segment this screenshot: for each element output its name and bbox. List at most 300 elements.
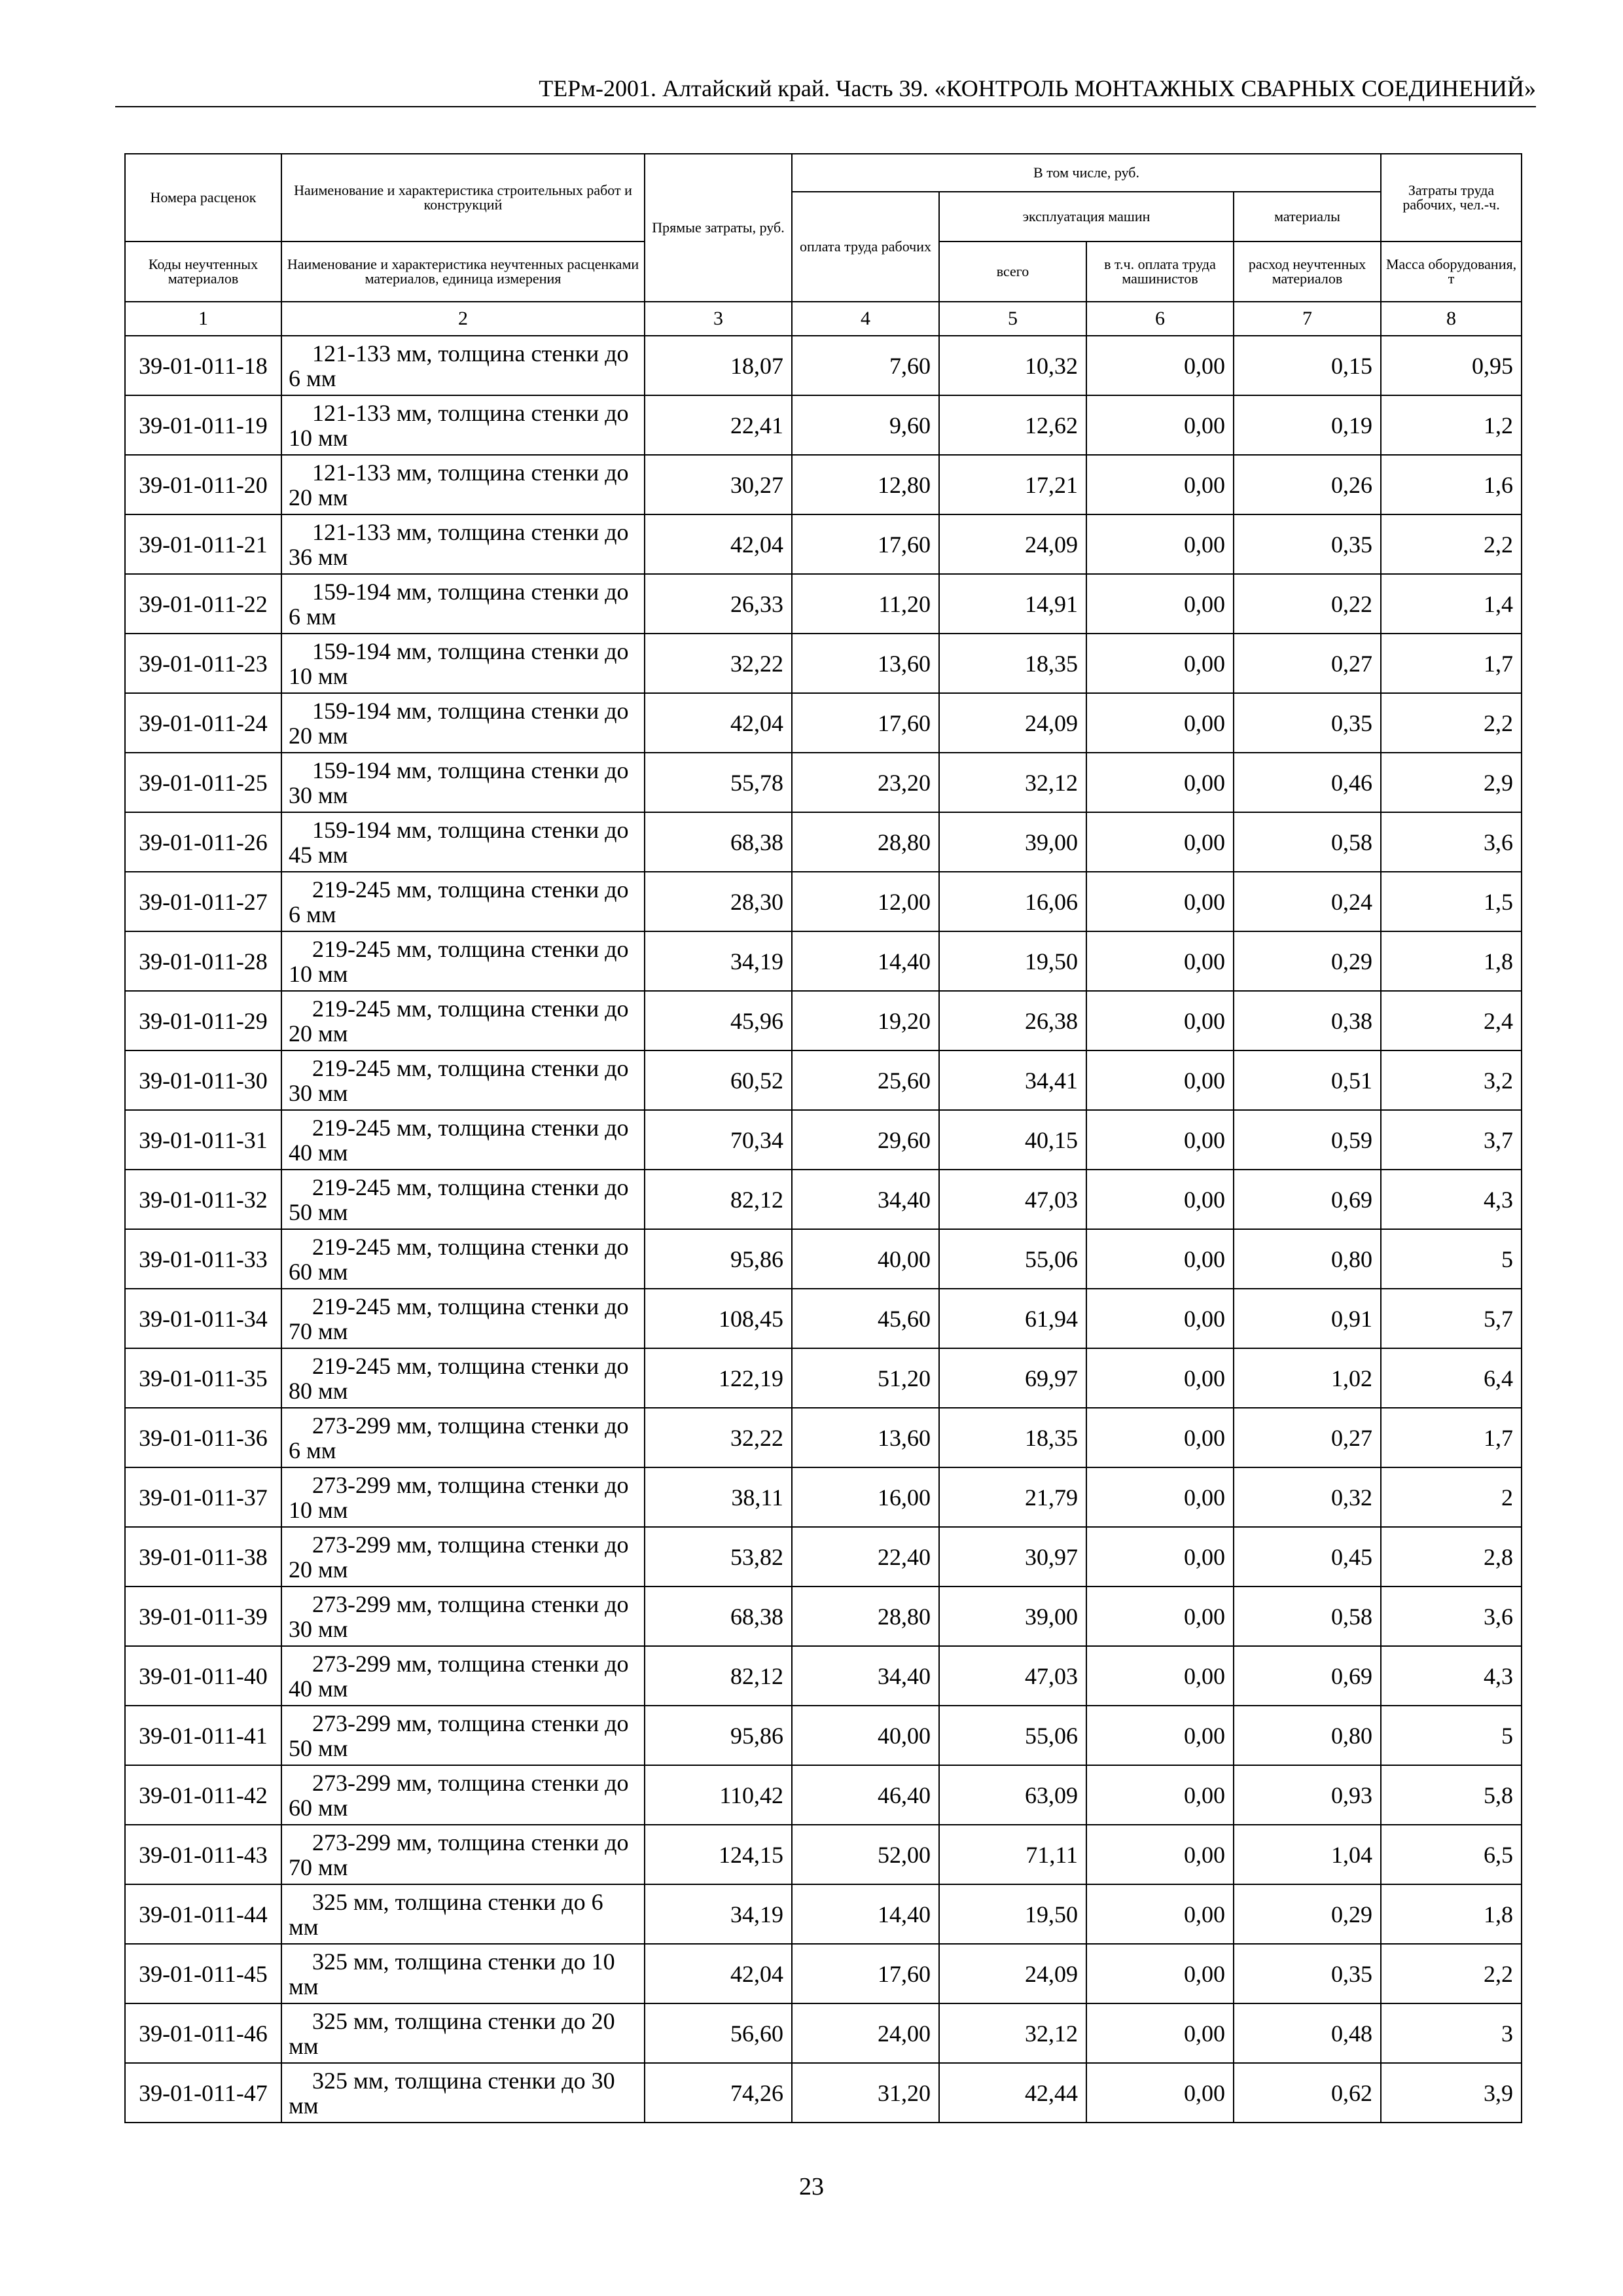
header-direct-costs: Прямые затраты, руб. xyxy=(645,154,792,302)
materials-cell: 0,58 xyxy=(1234,812,1381,872)
rate-code: 39-01-011-36 xyxy=(125,1408,281,1467)
labor-costs-cell: 1,6 xyxy=(1381,455,1522,514)
materials-cell: 0,38 xyxy=(1234,991,1381,1050)
operator-pay-cell: 0,00 xyxy=(1086,1170,1234,1229)
table-row xyxy=(125,2003,1522,2063)
machine-total-cell: 47,03 xyxy=(939,1646,1086,1706)
materials-cell: 0,24 xyxy=(1234,872,1381,931)
direct-costs-cell: 68,38 xyxy=(645,1587,792,1646)
table-row xyxy=(125,812,1522,872)
work-description xyxy=(281,1884,645,1944)
rate-code: 39-01-011-24 xyxy=(125,693,281,753)
materials-cell: 0,26 xyxy=(1234,455,1381,514)
page-number: 23 xyxy=(799,2173,824,2200)
table-row xyxy=(125,1587,1522,1646)
labor-pay-cell: 40,00 xyxy=(792,1229,939,1289)
materials-cell: 0,69 xyxy=(1234,1170,1381,1229)
direct-costs-cell: 70,34 xyxy=(645,1110,792,1170)
table-row xyxy=(125,991,1522,1050)
work-description xyxy=(281,1825,645,1884)
labor-costs-cell: 2,2 xyxy=(1381,693,1522,753)
operator-pay-cell: 0,00 xyxy=(1086,1825,1234,1884)
labor-costs-cell: 3,2 xyxy=(1381,1050,1522,1110)
work-description-line-1: 159-194 мм, толщина стенки до xyxy=(312,816,629,843)
work-description xyxy=(281,1289,645,1348)
header-rule xyxy=(115,106,1536,107)
work-description-line-2: 6 мм xyxy=(289,1437,336,1463)
work-description-line-2: 60 мм xyxy=(289,1258,348,1285)
work-description-line-1: 219-245 мм, толщина стенки до xyxy=(312,935,629,962)
labor-pay-cell: 51,20 xyxy=(792,1348,939,1408)
operator-pay-cell: 0,00 xyxy=(1086,991,1234,1050)
work-description-line-2: мм xyxy=(289,1913,319,1940)
materials-cell: 1,02 xyxy=(1234,1348,1381,1408)
direct-costs-cell: 18,07 xyxy=(645,336,792,395)
machine-total-cell: 24,09 xyxy=(939,1944,1086,2003)
labor-pay-cell: 9,60 xyxy=(792,395,939,455)
work-description-line-1: 121-133 мм, толщина стенки до xyxy=(312,399,629,426)
work-description xyxy=(281,2063,645,2123)
machine-total-cell: 39,00 xyxy=(939,1587,1086,1646)
operator-pay-cell: 0,00 xyxy=(1086,2063,1234,2123)
rate-code: 39-01-011-21 xyxy=(125,514,281,574)
machine-total-cell: 10,32 xyxy=(939,336,1086,395)
work-description-line-1: 121-133 мм, толщина стенки до xyxy=(312,340,629,367)
direct-costs-cell: 74,26 xyxy=(645,2063,792,2123)
table-row xyxy=(125,1050,1522,1110)
table-row xyxy=(125,1408,1522,1467)
work-description-line-2: 10 мм xyxy=(289,662,348,689)
labor-costs-cell: 3,6 xyxy=(1381,812,1522,872)
work-description xyxy=(281,812,645,872)
header-machine-operation: эксплуатация машин xyxy=(939,192,1234,242)
rate-code: 39-01-011-37 xyxy=(125,1467,281,1527)
labor-pay-cell: 13,60 xyxy=(792,634,939,693)
operator-pay-cell: 0,00 xyxy=(1086,634,1234,693)
direct-costs-cell: 68,38 xyxy=(645,812,792,872)
direct-costs-cell: 30,27 xyxy=(645,455,792,514)
labor-costs-cell: 1,8 xyxy=(1381,931,1522,991)
work-description-line-2: 20 мм xyxy=(289,1020,348,1047)
direct-costs-cell: 95,86 xyxy=(645,1229,792,1289)
rate-code: 39-01-011-43 xyxy=(125,1825,281,1884)
work-description-line-1: 273-299 мм, толщина стенки до xyxy=(312,1471,629,1498)
header-unaccounted-materials: расход неучтенных материалов xyxy=(1234,242,1381,302)
labor-pay-cell: 34,40 xyxy=(792,1170,939,1229)
direct-costs-cell: 26,33 xyxy=(645,574,792,634)
labor-costs-cell: 0,95 xyxy=(1381,336,1522,395)
rate-code: 39-01-011-47 xyxy=(125,2063,281,2123)
direct-costs-cell: 32,22 xyxy=(645,1408,792,1467)
work-description-line-1: 273-299 мм, толщина стенки до xyxy=(312,1710,629,1736)
operator-pay-cell: 0,00 xyxy=(1086,1944,1234,2003)
rate-code: 39-01-011-31 xyxy=(125,1110,281,1170)
materials-cell: 0,27 xyxy=(1234,1408,1381,1467)
materials-cell: 0,29 xyxy=(1234,1884,1381,1944)
rate-code: 39-01-011-44 xyxy=(125,1884,281,1944)
machine-total-cell: 18,35 xyxy=(939,634,1086,693)
machine-total-cell: 61,94 xyxy=(939,1289,1086,1348)
labor-pay-cell: 22,40 xyxy=(792,1527,939,1587)
work-description-line-2: 20 мм xyxy=(289,722,348,749)
rate-code: 39-01-011-20 xyxy=(125,455,281,514)
table-row xyxy=(125,514,1522,574)
work-description-line-1: 219-245 мм, толщина стенки до xyxy=(312,1352,629,1379)
table-row xyxy=(125,1348,1522,1408)
direct-costs-cell: 108,45 xyxy=(645,1289,792,1348)
labor-costs-cell: 6,4 xyxy=(1381,1348,1522,1408)
rate-code: 39-01-011-22 xyxy=(125,574,281,634)
table-row xyxy=(125,1825,1522,1884)
column-number: 3 xyxy=(645,302,792,336)
materials-cell: 0,32 xyxy=(1234,1467,1381,1527)
operator-pay-cell: 0,00 xyxy=(1086,1050,1234,1110)
machine-total-cell: 30,97 xyxy=(939,1527,1086,1587)
labor-costs-cell: 4,3 xyxy=(1381,1646,1522,1706)
table-row xyxy=(125,872,1522,931)
column-number: 2 xyxy=(281,302,645,336)
machine-total-cell: 55,06 xyxy=(939,1229,1086,1289)
running-header: ТЕРм-2001. Алтайский край. Часть 39. «КОНТРОЛЬ МОНТАЖНЫХ СВАРНЫХ СОЕДИНЕНИЙ» xyxy=(539,75,1536,101)
machine-total-cell: 19,50 xyxy=(939,931,1086,991)
labor-costs-cell: 4,3 xyxy=(1381,1170,1522,1229)
column-number-row xyxy=(125,302,1522,336)
labor-pay-cell: 24,00 xyxy=(792,2003,939,2063)
work-description-line-1: 273-299 мм, толщина стенки до xyxy=(312,1650,629,1677)
operator-pay-cell: 0,00 xyxy=(1086,514,1234,574)
materials-cell: 0,59 xyxy=(1234,1110,1381,1170)
header-rate-number: Номера расценок xyxy=(125,154,281,242)
machine-total-cell: 63,09 xyxy=(939,1765,1086,1825)
work-description-line-2: 60 мм xyxy=(289,1794,348,1821)
direct-costs-cell: 110,42 xyxy=(645,1765,792,1825)
work-description xyxy=(281,634,645,693)
work-description-line-2: 10 мм xyxy=(289,424,348,451)
operator-pay-cell: 0,00 xyxy=(1086,1467,1234,1527)
labor-costs-cell: 5 xyxy=(1381,1229,1522,1289)
work-description xyxy=(281,753,645,812)
table-row xyxy=(125,634,1522,693)
labor-costs-cell: 2,9 xyxy=(1381,753,1522,812)
table-row xyxy=(125,1289,1522,1348)
labor-costs-cell: 3,7 xyxy=(1381,1110,1522,1170)
machine-total-cell: 12,62 xyxy=(939,395,1086,455)
work-description-line-1: 219-245 мм, толщина стенки до xyxy=(312,1114,629,1141)
work-description-line-2: 10 мм xyxy=(289,960,348,987)
rate-code: 39-01-011-18 xyxy=(125,336,281,395)
labor-pay-cell: 45,60 xyxy=(792,1289,939,1348)
work-description-line-1: 219-245 мм, толщина стенки до xyxy=(312,1293,629,1319)
work-description-line-2: 40 мм xyxy=(289,1675,348,1702)
machine-total-cell: 26,38 xyxy=(939,991,1086,1050)
labor-costs-cell: 5 xyxy=(1381,1706,1522,1765)
table-row xyxy=(125,1170,1522,1229)
table-row xyxy=(125,693,1522,753)
machine-total-cell: 24,09 xyxy=(939,514,1086,574)
work-description-line-2: 50 мм xyxy=(289,1198,348,1225)
work-description xyxy=(281,1527,645,1587)
work-description xyxy=(281,931,645,991)
work-description-line-1: 273-299 мм, толщина стенки до xyxy=(312,1412,629,1439)
work-description-line-1: 159-194 мм, толщина стенки до xyxy=(312,757,629,783)
column-number: 7 xyxy=(1234,302,1381,336)
labor-costs-cell: 1,8 xyxy=(1381,1884,1522,1944)
machine-total-cell: 39,00 xyxy=(939,812,1086,872)
direct-costs-cell: 42,04 xyxy=(645,514,792,574)
materials-cell: 0,15 xyxy=(1234,336,1381,395)
work-description xyxy=(281,2003,645,2063)
work-description-line-1: 219-245 мм, толщина стенки до xyxy=(312,1233,629,1260)
labor-pay-cell: 52,00 xyxy=(792,1825,939,1884)
work-description-line-1: 219-245 мм, толщина стенки до xyxy=(312,995,629,1022)
operator-pay-cell: 0,00 xyxy=(1086,1587,1234,1646)
work-description xyxy=(281,1050,645,1110)
operator-pay-cell: 0,00 xyxy=(1086,812,1234,872)
work-description-line-2: 40 мм xyxy=(289,1139,348,1166)
labor-pay-cell: 29,60 xyxy=(792,1110,939,1170)
operator-pay-cell: 0,00 xyxy=(1086,1408,1234,1467)
operator-pay-cell: 0,00 xyxy=(1086,693,1234,753)
labor-pay-cell: 12,80 xyxy=(792,455,939,514)
operator-pay-cell: 0,00 xyxy=(1086,1527,1234,1587)
labor-pay-cell: 17,60 xyxy=(792,693,939,753)
machine-total-cell: 17,21 xyxy=(939,455,1086,514)
work-description-line-1: 159-194 мм, толщина стенки до xyxy=(312,697,629,724)
header-material-name: Наименование и характеристика неучтенных расценками материалов, единица измерения xyxy=(281,242,645,302)
labor-costs-cell: 1,2 xyxy=(1381,395,1522,455)
work-description-line-1: 273-299 мм, толщина стенки до xyxy=(312,1531,629,1558)
rate-code: 39-01-011-34 xyxy=(125,1289,281,1348)
operator-pay-cell: 0,00 xyxy=(1086,336,1234,395)
labor-costs-cell: 2 xyxy=(1381,1467,1522,1527)
direct-costs-cell: 22,41 xyxy=(645,395,792,455)
materials-cell: 0,69 xyxy=(1234,1646,1381,1706)
materials-cell: 0,51 xyxy=(1234,1050,1381,1110)
rate-code: 39-01-011-26 xyxy=(125,812,281,872)
labor-pay-cell: 46,40 xyxy=(792,1765,939,1825)
column-number: 8 xyxy=(1381,302,1522,336)
direct-costs-cell: 122,19 xyxy=(645,1348,792,1408)
direct-costs-cell: 42,04 xyxy=(645,693,792,753)
materials-cell: 0,22 xyxy=(1234,574,1381,634)
work-description-line-1: 121-133 мм, толщина стенки до xyxy=(312,518,629,545)
operator-pay-cell: 0,00 xyxy=(1086,455,1234,514)
rate-code: 39-01-011-25 xyxy=(125,753,281,812)
column-number: 4 xyxy=(792,302,939,336)
machine-total-cell: 71,11 xyxy=(939,1825,1086,1884)
direct-costs-cell: 45,96 xyxy=(645,991,792,1050)
operator-pay-cell: 0,00 xyxy=(1086,1229,1234,1289)
labor-pay-cell: 19,20 xyxy=(792,991,939,1050)
machine-total-cell: 21,79 xyxy=(939,1467,1086,1527)
work-description xyxy=(281,1467,645,1527)
operator-pay-cell: 0,00 xyxy=(1086,2003,1234,2063)
work-description-line-1: 273-299 мм, толщина стенки до xyxy=(312,1590,629,1617)
rate-code: 39-01-011-19 xyxy=(125,395,281,455)
materials-cell: 1,04 xyxy=(1234,1825,1381,1884)
rate-code: 39-01-011-29 xyxy=(125,991,281,1050)
direct-costs-cell: 82,12 xyxy=(645,1646,792,1706)
work-description-line-1: 273-299 мм, толщина стенки до xyxy=(312,1769,629,1796)
header-labor-costs: Затраты труда рабочих, чел.-ч. xyxy=(1381,154,1522,242)
work-description-line-2: 6 мм xyxy=(289,901,336,927)
machine-total-cell: 47,03 xyxy=(939,1170,1086,1229)
header-work-name: Наименование и характеристика строительных работ и конструкций xyxy=(281,154,645,242)
labor-pay-cell: 40,00 xyxy=(792,1706,939,1765)
machine-total-cell: 19,50 xyxy=(939,1884,1086,1944)
labor-pay-cell: 14,40 xyxy=(792,931,939,991)
rate-code: 39-01-011-40 xyxy=(125,1646,281,1706)
operator-pay-cell: 0,00 xyxy=(1086,574,1234,634)
direct-costs-cell: 32,22 xyxy=(645,634,792,693)
rate-code: 39-01-011-30 xyxy=(125,1050,281,1110)
work-description xyxy=(281,1587,645,1646)
work-description xyxy=(281,574,645,634)
work-description xyxy=(281,1170,645,1229)
labor-costs-cell: 3 xyxy=(1381,2003,1522,2063)
work-description xyxy=(281,1765,645,1825)
operator-pay-cell: 0,00 xyxy=(1086,1765,1234,1825)
work-description-line-2: 6 мм xyxy=(289,603,336,630)
direct-costs-cell: 60,52 xyxy=(645,1050,792,1110)
work-description-line-1: 273-299 мм, толщина стенки до xyxy=(312,1829,629,1856)
table-row xyxy=(125,1884,1522,1944)
operator-pay-cell: 0,00 xyxy=(1086,1348,1234,1408)
operator-pay-cell: 0,00 xyxy=(1086,1706,1234,1765)
materials-cell: 0,35 xyxy=(1234,1944,1381,2003)
table-row xyxy=(125,574,1522,634)
work-description-line-2: мм xyxy=(289,2032,319,2059)
table-header xyxy=(125,154,1522,336)
direct-costs-cell: 95,86 xyxy=(645,1706,792,1765)
work-description xyxy=(281,1646,645,1706)
labor-pay-cell: 7,60 xyxy=(792,336,939,395)
rate-code: 39-01-011-46 xyxy=(125,2003,281,2063)
work-description-line-2: 20 мм xyxy=(289,1556,348,1583)
work-description-line-1: 325 мм, толщина стенки до 6 xyxy=(312,1888,603,1915)
direct-costs-cell: 38,11 xyxy=(645,1467,792,1527)
machine-total-cell: 14,91 xyxy=(939,574,1086,634)
direct-costs-cell: 34,19 xyxy=(645,1884,792,1944)
table-row xyxy=(125,1467,1522,1527)
operator-pay-cell: 0,00 xyxy=(1086,1884,1234,1944)
labor-pay-cell: 25,60 xyxy=(792,1050,939,1110)
labor-costs-cell: 1,5 xyxy=(1381,872,1522,931)
direct-costs-cell: 124,15 xyxy=(645,1825,792,1884)
table-row xyxy=(125,1706,1522,1765)
work-description-line-2: 70 мм xyxy=(289,1854,348,1880)
machine-total-cell: 24,09 xyxy=(939,693,1086,753)
labor-costs-cell: 5,7 xyxy=(1381,1289,1522,1348)
labor-costs-cell: 1,7 xyxy=(1381,1408,1522,1467)
work-description-line-2: 50 мм xyxy=(289,1734,348,1761)
table-row xyxy=(125,455,1522,514)
materials-cell: 0,27 xyxy=(1234,634,1381,693)
work-description-line-1: 325 мм, толщина стенки до 30 xyxy=(312,2067,615,2094)
labor-costs-cell: 2,2 xyxy=(1381,514,1522,574)
machine-total-cell: 34,41 xyxy=(939,1050,1086,1110)
work-description xyxy=(281,991,645,1050)
table-row xyxy=(125,1527,1522,1587)
labor-pay-cell: 13,60 xyxy=(792,1408,939,1467)
operator-pay-cell: 0,00 xyxy=(1086,1646,1234,1706)
work-description xyxy=(281,1944,645,2003)
materials-cell: 0,35 xyxy=(1234,514,1381,574)
work-description-line-2: 80 мм xyxy=(289,1377,348,1404)
machine-total-cell: 40,15 xyxy=(939,1110,1086,1170)
labor-costs-cell: 2,8 xyxy=(1381,1527,1522,1587)
work-description xyxy=(281,1110,645,1170)
header-total: всего xyxy=(939,242,1086,302)
labor-costs-cell: 3,9 xyxy=(1381,2063,1522,2123)
work-description-line-2: 20 мм xyxy=(289,484,348,511)
machine-total-cell: 16,06 xyxy=(939,872,1086,931)
work-description xyxy=(281,1408,645,1467)
work-description xyxy=(281,336,645,395)
work-description-line-2: 30 мм xyxy=(289,1615,348,1642)
column-number: 5 xyxy=(939,302,1086,336)
rate-code: 39-01-011-23 xyxy=(125,634,281,693)
work-description-line-2: 6 мм xyxy=(289,365,336,391)
header-including: В том числе, руб. xyxy=(792,154,1381,192)
header-material-codes: Коды неучтенных материалов xyxy=(125,242,281,302)
work-description-line-2: 30 мм xyxy=(289,781,348,808)
labor-pay-cell: 28,80 xyxy=(792,1587,939,1646)
work-description-line-2: мм xyxy=(289,2092,319,2119)
header-operator-pay: в т.ч. оплата труда машинистов xyxy=(1086,242,1234,302)
rate-code: 39-01-011-33 xyxy=(125,1229,281,1289)
materials-cell: 0,58 xyxy=(1234,1587,1381,1646)
rate-code: 39-01-011-35 xyxy=(125,1348,281,1408)
work-description xyxy=(281,455,645,514)
work-description-line-1: 219-245 мм, толщина стенки до xyxy=(312,876,629,903)
table-row xyxy=(125,395,1522,455)
operator-pay-cell: 0,00 xyxy=(1086,1289,1234,1348)
rate-code: 39-01-011-28 xyxy=(125,931,281,991)
direct-costs-cell: 82,12 xyxy=(645,1170,792,1229)
work-description xyxy=(281,1348,645,1408)
labor-pay-cell: 11,20 xyxy=(792,574,939,634)
table-row xyxy=(125,753,1522,812)
table-row xyxy=(125,931,1522,991)
direct-costs-cell: 42,04 xyxy=(645,1944,792,2003)
work-description-line-2: мм xyxy=(289,1973,319,2000)
table-row xyxy=(125,1646,1522,1706)
machine-total-cell: 42,44 xyxy=(939,2063,1086,2123)
direct-costs-cell: 55,78 xyxy=(645,753,792,812)
materials-cell: 0,91 xyxy=(1234,1289,1381,1348)
labor-costs-cell: 2,4 xyxy=(1381,991,1522,1050)
table-row xyxy=(125,1944,1522,2003)
work-description-line-2: 10 мм xyxy=(289,1496,348,1523)
labor-costs-cell: 6,5 xyxy=(1381,1825,1522,1884)
work-description-line-1: 159-194 мм, толщина стенки до xyxy=(312,637,629,664)
labor-costs-cell: 1,7 xyxy=(1381,634,1522,693)
rate-code: 39-01-011-41 xyxy=(125,1706,281,1765)
header-labor-pay: оплата труда рабочих xyxy=(792,192,939,302)
operator-pay-cell: 0,00 xyxy=(1086,753,1234,812)
work-description-line-1: 121-133 мм, толщина стенки до xyxy=(312,459,629,486)
work-description-line-1: 219-245 мм, толщина стенки до xyxy=(312,1054,629,1081)
machine-total-cell: 32,12 xyxy=(939,753,1086,812)
labor-pay-cell: 34,40 xyxy=(792,1646,939,1706)
rate-code: 39-01-011-38 xyxy=(125,1527,281,1587)
rate-code: 39-01-011-39 xyxy=(125,1587,281,1646)
labor-pay-cell: 31,20 xyxy=(792,2063,939,2123)
work-description-line-2: 36 мм xyxy=(289,543,348,570)
machine-total-cell: 55,06 xyxy=(939,1706,1086,1765)
rate-code: 39-01-011-32 xyxy=(125,1170,281,1229)
